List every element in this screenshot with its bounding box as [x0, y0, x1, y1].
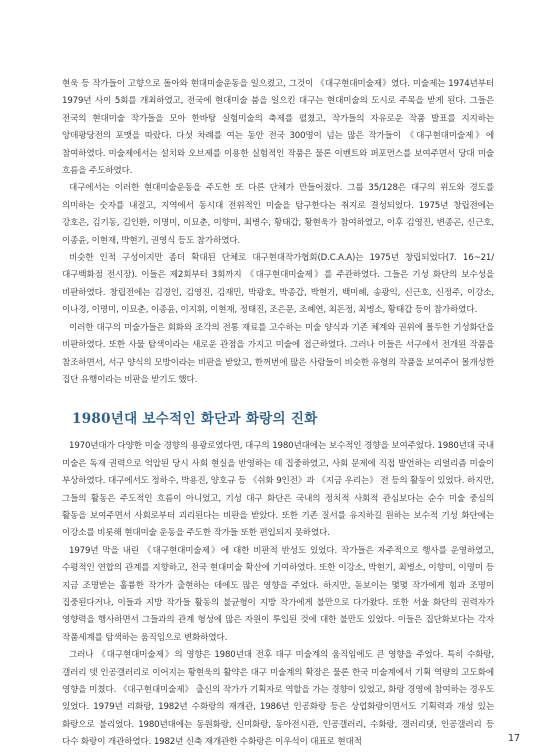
body-paragraph: 현욱 등 작가들이 고향으로 돌아와 현대미술운동을 일으켰고, 그것이 《대구현대미술제》였다. 미술제는 1974년부터 1979년 사이 5회를 개최하였고, 전국에 현대미술 붐을 일으킨 대구는 현대미술의 도시로 주목을 받게 된다. 그들은 전국의 현대미술 작가들을 모아 한바탕 실험미술의 축제를 펼쳤고, 작가들의 자유로운 작품 발표를 지지하는 앙데팡당전의 포맷을 따랐다. 다섯 차례를 여는 동안 전국 300명이 넘는 많은 작가들이 《대구현대미술제》에 참여하였다. 미술제에서는 설치와 오브제를 이용한 실험적인 작품은 물론 이벤트와 퍼포먼스를 보여주면서 당대 미술 흐름을 주도하였다.: [62, 79, 494, 177]
body-paragraph: 그러나 《대구현대미술제》의 영향은 1980년대 전후 대구 미술계의 움직임에도 큰 영향을 주었다. 특히 수화랑, 갤러리 뎃 인공갤러리로 이어지는 황현욱의 활약은 대구 미술계의 확장은 물론 한국 미술계에서 기획 역량의 고도화에 영향을 미쳤다. 《대구현대미술제》 출신의 작가가 기획자로 역할을 가는 경향이 있었고, 화랑 경영에 참여하는 경우도 있었다. 1979년 리화랑, 1982년 수화랑의 재개관, 1986년 인공화랑 등은 상업화랑이면서도 기획력과 개성 있는 화랑으로 불리었다. 1980년대에는 동원화랑, 신미화랑, 동아전시관, 인공갤러리, 수화랑, 갤러리댓, 인공갤러리 등 다수 화랑이 개관하였다. 1982년 신축 재개관한 수화랑은 이우석이 대표로 현대적: [62, 650, 494, 748]
body-paragraph: 1970년대가 다양한 미술 경향의 용광로였다면, 대구의 1980년대에는 보수적인 경향을 보여주었다. 1980년대 국내 미술은 독재 권력으로 억압된 당시 사회 현실을 반영하는 데 집중하였고, 사회 문제에 직접 발언하는 리얼리즘 미술이 부상하였다. 대구에서도 정하수, 박용진, 양호규 등 《쉬화 9인전》과 《지금 우리는》 전 등의 활동이 있었다. 하지만, 그들의 활동은 주도적인 흐름이 아니었고, 기성 대구 화단은 국내의 정치적 사회적 관심보다는 순수 미술 중심의 활동을 보여주면서 사회로부터 괴리된다는 비판을 받았다. 또한 기존 질서를 유지하길 원하는 보수적 기성 화단에는 이강소를 비롯해 현대미술 운동을 주도한 작가들 또한 편입되지 못하였다.: [62, 441, 494, 539]
document-page: [62, 76, 494, 752]
body-paragraph: 대구에서는 이러한 현대미술운동을 주도한 또 다른 단체가 만들어졌다. 그룹 35/128은 대구의 위도와 경도를 의미하는 숫자를 내걸고, 지역에서 동시대 전위적인 미술을 탐구한다는 취지로 결성되었다. 1975년 창립전에는 강호은, 김기동, 김인환, 이명미, 이묘춘, 이향미, 최병수, 황태갑, 황현욱가 참여하였고, 이후 김영진, 변종곤, 신근호, 이종윤, 이현재, 박현기, 권영식 등도 참가하였다.: [62, 183, 494, 246]
body-paragraph: 1979년 막을 내린 《대구현대미술제》에 대한 비판적 반성도 있었다. 작가들은 자주적으로 행사를 운영하였고, 수평적인 연합의 관계를 지향하고, 전국 현대미술 확산에 기여하였다. 또한 이강소, 박현기, 최병소, 이향미, 이명미 등 지금 조명받는 훌륭한 작가가 출현하는 데에도 많은 영향을 주었다. 하지만, 돋보이는 몇몇 작가에게 힘과 조명이 집중된다거나, 이들과 지방 작가들 활동의 불균형이 지방 작가에게 불만으로 다가왔다. 또한 서울 화단의 권력자가 영향력을 행사하면서 그들과의 관계 형성에 많은 자원이 투입된 것에 대한 불만도 있었다. 이들은 집단화보다는 각자 작품세계를 탐색하는 움직임으로 변화하였다.: [62, 545, 494, 643]
body-paragraph: 비슷한 인적 구성이지만 좀더 확대된 단체로 대구현대작가협회(D.C.A.A)는 1975년 창립되었다(7. 16~21/대구백화점 전시장). 이들은 제2회부터 3회까지 《대구현대미술제》를 주관하였다. 그들은 기성 화단의 보수성을 비판하였다. 창립전에는 김경인, 김영진, 김재민, 박광호, 박종갑, 박현기, 백미혜, 송광익, 신근호, 신정주, 이강소, 이나경, 이명미, 이묘춘, 이종윤, 이지휘, 이현재, 정태진, 조은문, 조혜연, 최돈정, 최병소, 황태갑 등이 참가하였다.: [62, 253, 494, 316]
section-heading: 1980년대 보수적인 화단과 화랑의 진화: [72, 411, 318, 428]
body-paragraph: 이러한 대구의 미술가들은 회화와 조각의 전통 재료를 고수하는 미술 양식과 기존 체계와 권위에 몰두한 기성화단을 비판하였다. 또한 사물 탐색이라는 새로운 관점을 가지고 미술에 접근하였다. 그러나 이들은 서구에서 전개된 작품을 참조하면서, 서구 양식의 모방이라는 비판을 받았고, 한꺼번에 많은 사람들이 비슷한 유형의 작품을 보여주어 몰개성한 집단 유행이라는 비판을 받기도 했다.: [62, 322, 494, 385]
page-number: 17: [508, 733, 521, 744]
